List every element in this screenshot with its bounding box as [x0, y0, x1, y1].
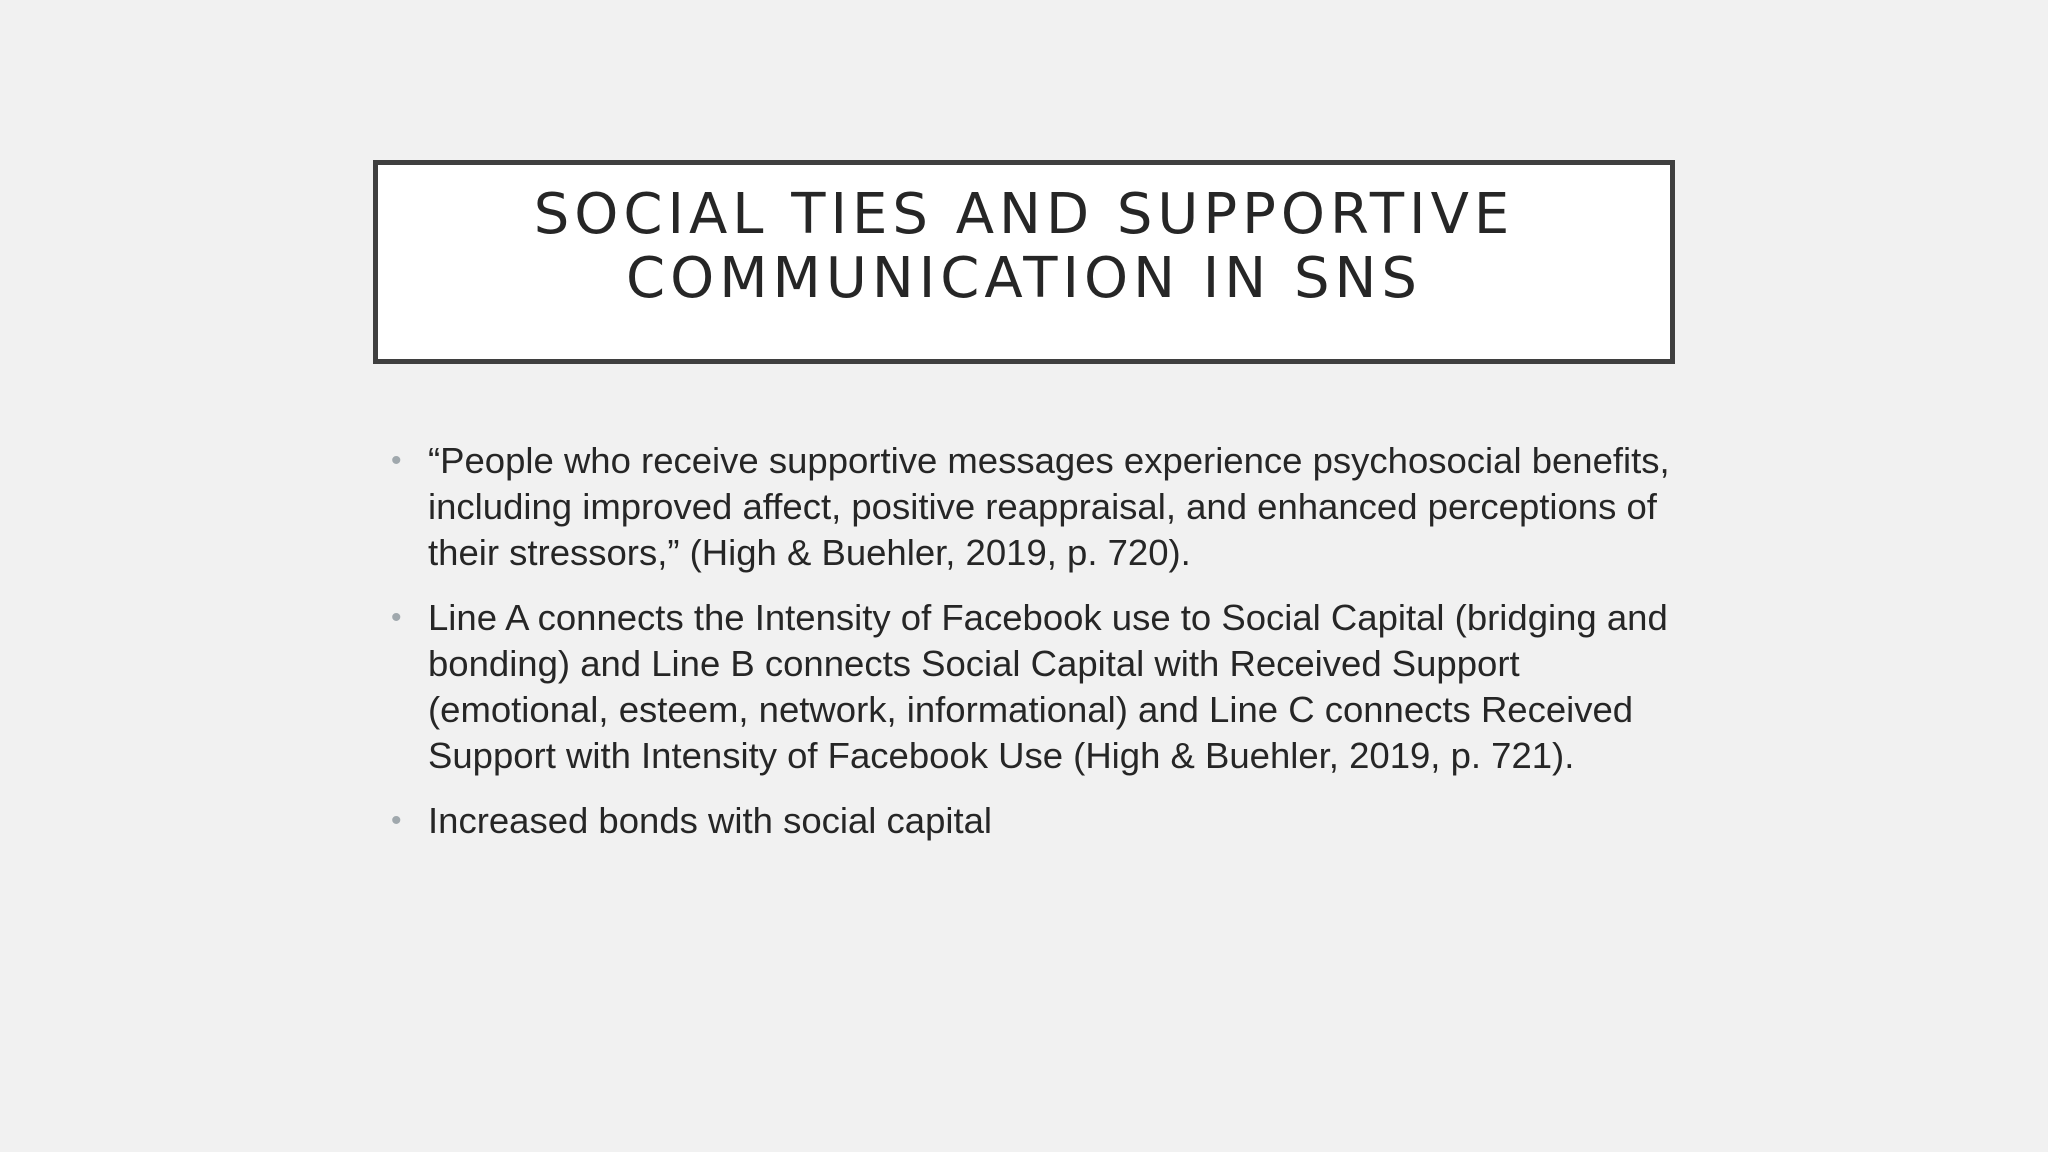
bullet-item	[388, 798, 1678, 844]
bullet-icon: •	[391, 601, 402, 634]
bullet-list	[388, 438, 1678, 863]
title-box	[373, 160, 1675, 364]
bullet-text: “People who receive supportive messages experience psychosocial benefits, including improved affect, positive reappraisal, and enhanced perceptions of their stressors,” (High & Buehler, 2019, p. 720).	[428, 440, 1670, 573]
bullet-item	[388, 595, 1678, 779]
bullet-item	[388, 438, 1678, 576]
bullet-text: Increased bonds with social capital	[428, 800, 993, 841]
bullet-icon: •	[391, 804, 402, 837]
bullet-text: Line A connects the Intensity of Facebook use to Social Capital (bridging and bonding) and Line B connects Social Capital with Received Support (emotional, esteem, network, informational) and Line C connects Received Support with Intensity of Facebook Use (High & Buehler, 2019, p. 721).	[428, 597, 1668, 776]
slide-title: SOCIAL TIES AND SUPPORTIVE COMMUNICATION IN SNS	[533, 182, 1515, 311]
bullet-icon: •	[391, 444, 402, 477]
